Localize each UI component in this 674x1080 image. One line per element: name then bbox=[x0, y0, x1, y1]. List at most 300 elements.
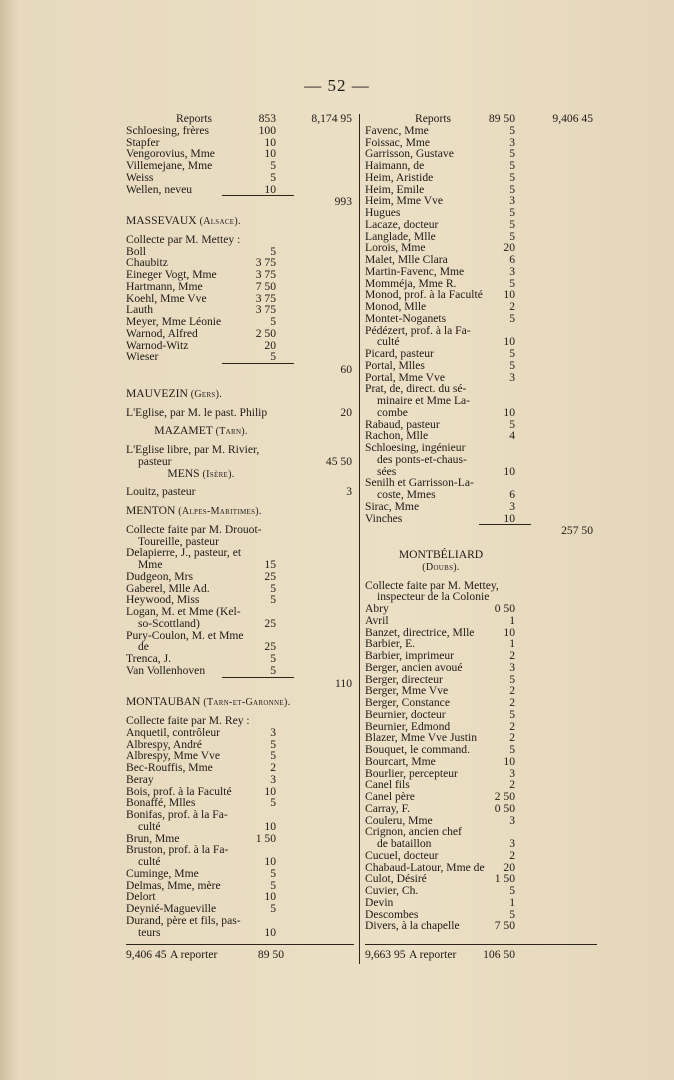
donor-name: Berger, ancien avoué bbox=[365, 660, 463, 674]
donation-amount: 10 bbox=[264, 890, 276, 904]
donor-name: Louitz, pasteur bbox=[126, 485, 196, 499]
donor-name: Wieser bbox=[126, 350, 159, 364]
donor-row bbox=[365, 395, 597, 407]
donation-amount: 1 bbox=[509, 613, 515, 627]
donor-name: Heim, Aristide bbox=[365, 170, 434, 184]
donor-name: Bruston, prof. à la Fa- bbox=[126, 843, 229, 857]
donor-name: Picard, pasteur bbox=[365, 347, 434, 360]
donor-name: culté bbox=[138, 855, 161, 868]
donor-row bbox=[365, 266, 597, 278]
donation-amount: 1 bbox=[509, 895, 515, 909]
donor-name: Bonifas, prof. à la Fa- bbox=[126, 808, 228, 821]
donation-amount: 0 50 bbox=[494, 801, 515, 815]
donor-row bbox=[365, 803, 597, 815]
donor-name: Prat, de, direct. du sé- bbox=[365, 382, 467, 396]
donor-row bbox=[365, 442, 597, 454]
donation-amount: 5 bbox=[270, 796, 276, 810]
donation-amount: 10 bbox=[503, 464, 515, 478]
donation-amount: 5 bbox=[509, 907, 515, 921]
donation-amount: 3 bbox=[270, 725, 276, 739]
donor-name: Trenca, J. bbox=[126, 652, 171, 665]
donor-name: Toureille, pasteur bbox=[138, 534, 219, 548]
donor-row bbox=[365, 709, 597, 721]
footer-label: A reporter bbox=[170, 948, 218, 961]
donor-name: Senilh et Garrisson-La- bbox=[365, 476, 474, 490]
donor-name: Montet-Noganets bbox=[365, 311, 447, 325]
donor-name: Cuvier, Ch. bbox=[365, 884, 419, 897]
section-heading bbox=[126, 215, 354, 227]
donor-name: Berger, Constance bbox=[365, 696, 450, 709]
footer-rule bbox=[365, 944, 597, 945]
donor-name: Rachon, Mlle bbox=[365, 429, 429, 443]
donor-name: L'Eglise, par M. le past. Philip bbox=[126, 405, 268, 419]
donor-row bbox=[365, 513, 597, 525]
donor-name: Koehl, Mme Vve bbox=[126, 291, 207, 305]
donor-name: Descombes bbox=[365, 907, 419, 921]
donation-amount: 20 bbox=[503, 241, 515, 255]
region-name: (Gers). bbox=[190, 388, 223, 400]
donor-name: Beurnier, Edmond bbox=[365, 719, 451, 733]
donor-row bbox=[126, 762, 354, 774]
donation-amount: 10 bbox=[503, 288, 515, 302]
donor-name: Pédézert, prof. à la Fa- bbox=[365, 323, 471, 337]
donor-name: Vinches bbox=[365, 511, 403, 525]
donation-amount: 2 bbox=[509, 696, 515, 709]
donor-row bbox=[365, 838, 597, 850]
donation-amount: 5 bbox=[509, 311, 515, 325]
donor-name: Beray bbox=[126, 772, 154, 786]
donor-name: Canel fils bbox=[365, 778, 410, 792]
donor-row bbox=[126, 281, 354, 293]
donor-row bbox=[126, 293, 354, 305]
donor-name: Portal, Mlles bbox=[365, 358, 425, 372]
donation-amount: 100 bbox=[258, 123, 276, 137]
donation-amount: 5 bbox=[509, 182, 515, 196]
donor-row bbox=[365, 662, 597, 674]
donation-amount: 3 75 bbox=[255, 303, 276, 317]
footer-rule bbox=[126, 944, 354, 945]
donation-amount: 5 bbox=[509, 347, 515, 360]
right-footer bbox=[365, 944, 597, 960]
subtotal-amount: 110 bbox=[335, 676, 352, 690]
donor-name: Collecte par M. Mettey : bbox=[126, 232, 241, 246]
donor-row bbox=[126, 665, 354, 677]
footer-label: A reporter bbox=[409, 948, 457, 961]
donor-row bbox=[126, 653, 354, 665]
donor-name: L'Eglise libre, par M. Rivier, bbox=[126, 443, 260, 456]
donation-amount: 89 50 bbox=[488, 112, 515, 125]
donor-row bbox=[365, 407, 597, 419]
locality-name: MASSEVAUX bbox=[126, 214, 197, 227]
donation-amount: 5 bbox=[270, 581, 276, 595]
donor-name: Durand, père et fils, pas- bbox=[126, 913, 241, 927]
donor-row bbox=[126, 868, 354, 880]
footer-amount: 106 50 bbox=[483, 948, 515, 961]
donation-amount: 5 bbox=[509, 743, 515, 756]
donor-name: minaire et Mme La- bbox=[377, 394, 471, 407]
donation-amount: 7 50 bbox=[494, 919, 515, 933]
donor-name: Schloesing, frères bbox=[126, 123, 210, 137]
section-heading bbox=[365, 549, 597, 561]
donation-amount: 5 bbox=[270, 315, 276, 328]
donation-amount: 5 bbox=[270, 902, 276, 915]
locality-name: MAUVEZIN bbox=[126, 386, 188, 400]
donor-name: Barbier, E. bbox=[365, 637, 416, 651]
region-name: (Isère). bbox=[202, 468, 235, 480]
donor-name: de bataillon bbox=[377, 837, 432, 850]
donation-amount: 2 bbox=[509, 731, 515, 745]
donation-amount: 5 bbox=[509, 217, 515, 231]
donor-name: Chabaud-Latour, Mme de bbox=[365, 860, 485, 874]
donor-name: Devin bbox=[365, 895, 394, 909]
donor-name: pasteur bbox=[138, 454, 172, 468]
section-heading bbox=[126, 696, 354, 708]
donor-name: Collecte faite par M. Mettey, bbox=[365, 578, 499, 592]
region-name: (Alpes-Maritimes). bbox=[178, 506, 262, 517]
region-name: (Doubs). bbox=[422, 561, 460, 573]
footer-total: 9,663 95 bbox=[365, 948, 406, 961]
donor-name: Lorois, Mme bbox=[365, 241, 426, 255]
donation-amount: 5 bbox=[509, 159, 515, 172]
donor-row bbox=[126, 880, 354, 892]
reports-label: Reports bbox=[176, 112, 213, 125]
donor-row bbox=[365, 591, 597, 603]
donation-amount: 3 bbox=[509, 135, 515, 149]
reports-row bbox=[365, 113, 597, 125]
left-column bbox=[126, 113, 354, 938]
reports-label: Reports bbox=[415, 112, 452, 125]
donation-amount: 0 50 bbox=[494, 602, 515, 615]
subtotal-amount: 257 50 bbox=[561, 524, 593, 538]
donation-amount: 25 bbox=[264, 640, 276, 654]
donation-amount: 10 bbox=[264, 784, 276, 798]
donation-amount: 10 bbox=[503, 335, 515, 349]
donor-row bbox=[126, 774, 354, 786]
donor-name: Foissac, Mme bbox=[365, 135, 431, 149]
donor-name: Schloesing, ingénieur bbox=[365, 441, 466, 454]
donor-name: Bec-Rouffis, Mme bbox=[126, 761, 213, 774]
donor-row bbox=[365, 360, 597, 372]
donor-row bbox=[365, 501, 597, 513]
donation-amount: 15 bbox=[264, 558, 276, 571]
donor-row bbox=[126, 269, 354, 281]
donation-amount: 10 bbox=[264, 135, 276, 149]
donor-name: Brun, Mme bbox=[126, 831, 180, 845]
donation-amount: 10 bbox=[503, 511, 515, 525]
donation-amount: 3 bbox=[509, 264, 515, 278]
donor-row bbox=[126, 407, 354, 419]
donor-name: Avril bbox=[365, 613, 389, 627]
donor-name: Bourlier, percepteur bbox=[365, 766, 458, 780]
donation-amount: 10 bbox=[264, 855, 276, 868]
locality-name: MENS bbox=[167, 466, 200, 480]
donor-row bbox=[126, 125, 354, 137]
right-column bbox=[365, 113, 597, 932]
donor-name: Heywood, Miss bbox=[126, 593, 200, 607]
donor-name: teurs bbox=[138, 925, 161, 939]
donor-name: Crignon, ancien chef bbox=[365, 825, 462, 839]
total-amount: 45 50 bbox=[325, 454, 352, 468]
donor-name: Favenc, Mme bbox=[365, 123, 429, 137]
donation-amount: 5 bbox=[270, 737, 276, 751]
donor-name: Vengorovius, Mme bbox=[126, 147, 215, 161]
donor-name: Eineger Vogt, Mme bbox=[126, 268, 217, 281]
donor-name: Chaubitz bbox=[126, 256, 168, 270]
donor-name: Divers, à la chapelle bbox=[365, 919, 460, 933]
donor-row bbox=[126, 444, 354, 456]
donor-row bbox=[365, 219, 597, 231]
total-amount: 8,174 95 bbox=[311, 112, 352, 125]
donation-amount: 6 bbox=[509, 253, 515, 266]
donor-name: Rabaud, pasteur bbox=[365, 417, 440, 431]
locality-name: MAZAMET bbox=[154, 424, 213, 438]
donor-name: Langlade, Mlle bbox=[365, 229, 436, 243]
donor-row bbox=[365, 920, 597, 932]
donor-row bbox=[126, 715, 354, 727]
donor-name: Weiss bbox=[126, 170, 154, 184]
page-number: — 52 — bbox=[304, 76, 370, 95]
donor-name: inspecteur de la Colonie bbox=[377, 590, 490, 604]
donor-row bbox=[126, 903, 354, 915]
donor-row bbox=[365, 348, 597, 360]
donor-row bbox=[365, 325, 597, 337]
donation-amount: 3 75 bbox=[255, 291, 276, 305]
donor-name: Monod, prof. à la Faculté bbox=[365, 288, 483, 302]
donor-name: Van Vollenhoven bbox=[126, 663, 206, 677]
donation-amount: 5 bbox=[509, 229, 515, 243]
donor-name: Heim, Emile bbox=[365, 182, 425, 196]
donor-name: culté bbox=[138, 819, 161, 833]
donor-name: Portal, Mme Vve bbox=[365, 370, 445, 384]
donor-name: Collecte faite par M. Drouot- bbox=[126, 522, 262, 536]
donation-amount: 5 bbox=[509, 147, 515, 161]
donor-name: Cuminge, Mme bbox=[126, 866, 199, 880]
donor-row bbox=[126, 606, 354, 618]
total-amount: 3 bbox=[346, 485, 352, 499]
donation-amount: 10 bbox=[264, 147, 276, 161]
donation-amount: 4 bbox=[509, 429, 515, 443]
donor-row bbox=[365, 603, 597, 615]
donation-amount: 5 bbox=[270, 878, 276, 892]
donor-row bbox=[126, 571, 354, 583]
donation-amount: 5 bbox=[509, 123, 515, 137]
donation-amount: 2 bbox=[509, 778, 515, 792]
donor-name: Warnod, Alfred bbox=[126, 326, 198, 340]
donor-name: Blazer, Mme Vve Justin bbox=[365, 731, 478, 745]
donor-name: Beurnier, docteur bbox=[365, 707, 446, 721]
subtotal-amount: 993 bbox=[334, 195, 352, 209]
donation-amount: 5 bbox=[509, 707, 515, 721]
donor-row bbox=[126, 524, 354, 536]
donation-amount: 5 bbox=[270, 170, 276, 184]
donation-amount: 1 50 bbox=[494, 872, 515, 886]
subtotal-row bbox=[365, 525, 597, 537]
donation-amount: 2 bbox=[270, 761, 276, 774]
donor-name: combe bbox=[377, 405, 408, 419]
donor-row bbox=[126, 234, 354, 246]
section-heading bbox=[126, 425, 354, 437]
donor-name: Heim, Mme Vve bbox=[365, 194, 444, 208]
donor-name: Wellen, neveu bbox=[126, 182, 193, 196]
subtotal-row bbox=[126, 678, 354, 690]
donor-row bbox=[365, 125, 597, 137]
donor-row bbox=[365, 897, 597, 909]
donor-row bbox=[365, 885, 597, 897]
donor-name: Dudgeon, Mrs bbox=[126, 569, 193, 583]
donor-name: Sirac, Mme bbox=[365, 499, 420, 513]
donor-name: Albrespy, André bbox=[126, 737, 202, 751]
donor-row bbox=[126, 821, 354, 833]
donation-amount: 5 bbox=[270, 749, 276, 763]
donation-amount: 2 50 bbox=[494, 790, 515, 803]
donor-name: Lacaze, docteur bbox=[365, 217, 439, 231]
donor-name: Abry bbox=[365, 602, 389, 615]
donation-amount: 5 bbox=[509, 276, 515, 290]
donor-row bbox=[365, 744, 597, 756]
donor-name: Cucuel, docteur bbox=[365, 848, 439, 862]
donor-row bbox=[126, 856, 354, 868]
donation-amount: 5 bbox=[509, 170, 515, 184]
donation-amount: 5 bbox=[270, 593, 276, 607]
section-heading bbox=[126, 505, 354, 517]
donation-amount: 2 bbox=[509, 649, 515, 662]
donor-row bbox=[126, 559, 354, 571]
donation-amount: 5 bbox=[509, 884, 515, 897]
donor-name: Malet, Mlle Clara bbox=[365, 253, 448, 266]
footer-total: 9,406 45 bbox=[126, 948, 167, 961]
donation-amount: 3 bbox=[509, 837, 515, 850]
donor-row bbox=[365, 850, 597, 862]
donor-name: Banzet, directrice, Mlle bbox=[365, 625, 475, 639]
donor-name: Monod, Mlle bbox=[365, 300, 427, 313]
donation-amount: 2 bbox=[509, 719, 515, 733]
locality-name: MENTON bbox=[126, 504, 176, 517]
column-divider bbox=[359, 114, 360, 964]
donor-row bbox=[126, 927, 354, 939]
donor-row bbox=[126, 727, 354, 739]
donor-row bbox=[365, 697, 597, 709]
donor-name: Bourcart, Mme bbox=[365, 754, 436, 768]
donation-amount: 5 bbox=[270, 663, 276, 677]
donor-row bbox=[126, 618, 354, 630]
donor-name: coste, Mmes bbox=[377, 488, 436, 501]
section-heading bbox=[126, 468, 354, 480]
donor-row bbox=[126, 172, 354, 184]
donor-name: culté bbox=[377, 335, 400, 349]
reports-row bbox=[126, 113, 354, 125]
donor-name: Warnod-Witz bbox=[126, 338, 189, 352]
locality-name: MONTBÉLIARD bbox=[398, 548, 484, 561]
donor-name: Barbier, imprimeur bbox=[365, 649, 455, 662]
region-name: (Alsace). bbox=[199, 216, 241, 227]
donor-name: so-Scottland) bbox=[138, 616, 200, 630]
donor-name: Collecte faite par M. Rey : bbox=[126, 714, 250, 727]
donor-row bbox=[365, 454, 597, 466]
donor-name: Couleru, Mme bbox=[365, 813, 433, 827]
donor-row bbox=[365, 650, 597, 662]
donor-name: Martin-Favenc, Mme bbox=[365, 264, 465, 278]
donor-row bbox=[126, 351, 354, 363]
donor-row bbox=[365, 160, 597, 172]
donation-amount: 3 bbox=[509, 499, 515, 513]
donation-amount: 3 bbox=[509, 660, 515, 674]
left-footer bbox=[126, 944, 354, 960]
donor-name: Garrisson, Gustave bbox=[365, 147, 454, 161]
section-heading bbox=[126, 388, 354, 400]
donor-name: des ponts-et-chaus- bbox=[377, 452, 467, 466]
donor-name: Albrespy, Mme Vve bbox=[126, 749, 221, 763]
donor-row bbox=[365, 615, 597, 627]
donation-amount: 5 bbox=[270, 159, 276, 172]
donor-row bbox=[126, 340, 354, 352]
donation-amount: 3 bbox=[270, 772, 276, 786]
donation-amount: 20 bbox=[264, 338, 276, 352]
donation-amount: 3 75 bbox=[255, 256, 276, 270]
donor-name: Bouquet, le command. bbox=[365, 743, 470, 756]
footer-amount: 89 50 bbox=[257, 948, 284, 961]
donor-name: de bbox=[138, 640, 149, 654]
donor-name: Culot, Désiré bbox=[365, 872, 427, 886]
donation-amount: 20 bbox=[503, 860, 515, 874]
donation-amount: 25 bbox=[264, 616, 276, 630]
donation-amount: 10 bbox=[503, 754, 515, 768]
donor-name: Berger, directeur bbox=[365, 672, 443, 686]
donation-amount: 2 bbox=[509, 300, 515, 313]
donation-amount: 10 bbox=[264, 925, 276, 939]
donation-amount: 2 bbox=[509, 684, 515, 698]
donation-amount: 853 bbox=[258, 112, 276, 125]
donation-amount: 10 bbox=[503, 625, 515, 639]
donation-amount: 5 bbox=[270, 244, 276, 258]
donor-name: Boll bbox=[126, 244, 146, 258]
donation-amount: 1 50 bbox=[255, 831, 276, 845]
region-name: (Tarn). bbox=[215, 426, 248, 438]
donor-name: Delapierre, J., pasteur, et bbox=[126, 546, 242, 560]
donation-amount: 3 bbox=[509, 766, 515, 780]
subtotal-row bbox=[126, 196, 354, 208]
donor-name: Canel père bbox=[365, 790, 415, 803]
donor-name: Mme bbox=[138, 558, 163, 571]
donor-row bbox=[126, 915, 354, 927]
subtotal-row bbox=[126, 364, 354, 376]
donor-name: Delort bbox=[126, 890, 156, 904]
donor-row bbox=[365, 313, 597, 325]
section-heading bbox=[365, 561, 597, 573]
donor-row bbox=[126, 160, 354, 172]
donor-row bbox=[365, 301, 597, 313]
donor-name: Gaberel, Mlle Ad. bbox=[126, 581, 210, 595]
donor-name: Lauth bbox=[126, 303, 154, 317]
donor-row bbox=[365, 756, 597, 768]
donation-amount: 2 bbox=[509, 848, 515, 862]
donor-row bbox=[126, 486, 354, 498]
donor-name: Bonaffé, Mlles bbox=[126, 796, 196, 810]
donor-name: Deynié-Magueville bbox=[126, 902, 217, 915]
donor-name: Logan, M. et Mme (Kel- bbox=[126, 605, 241, 618]
donor-row bbox=[126, 630, 354, 642]
subtotal-amount: 60 bbox=[340, 363, 352, 376]
donor-row bbox=[126, 328, 354, 340]
donor-name: Villemejane, Mme bbox=[126, 159, 213, 172]
donor-name: Hugues bbox=[365, 206, 401, 219]
donor-name: Haimann, de bbox=[365, 159, 425, 172]
donor-row bbox=[126, 316, 354, 328]
donor-name: Carray, F. bbox=[365, 801, 411, 815]
locality-name: MONTAUBAN bbox=[126, 695, 201, 709]
donor-row bbox=[365, 207, 597, 219]
donor-name: Stapfer bbox=[126, 135, 160, 149]
donation-amount: 5 bbox=[509, 417, 515, 431]
